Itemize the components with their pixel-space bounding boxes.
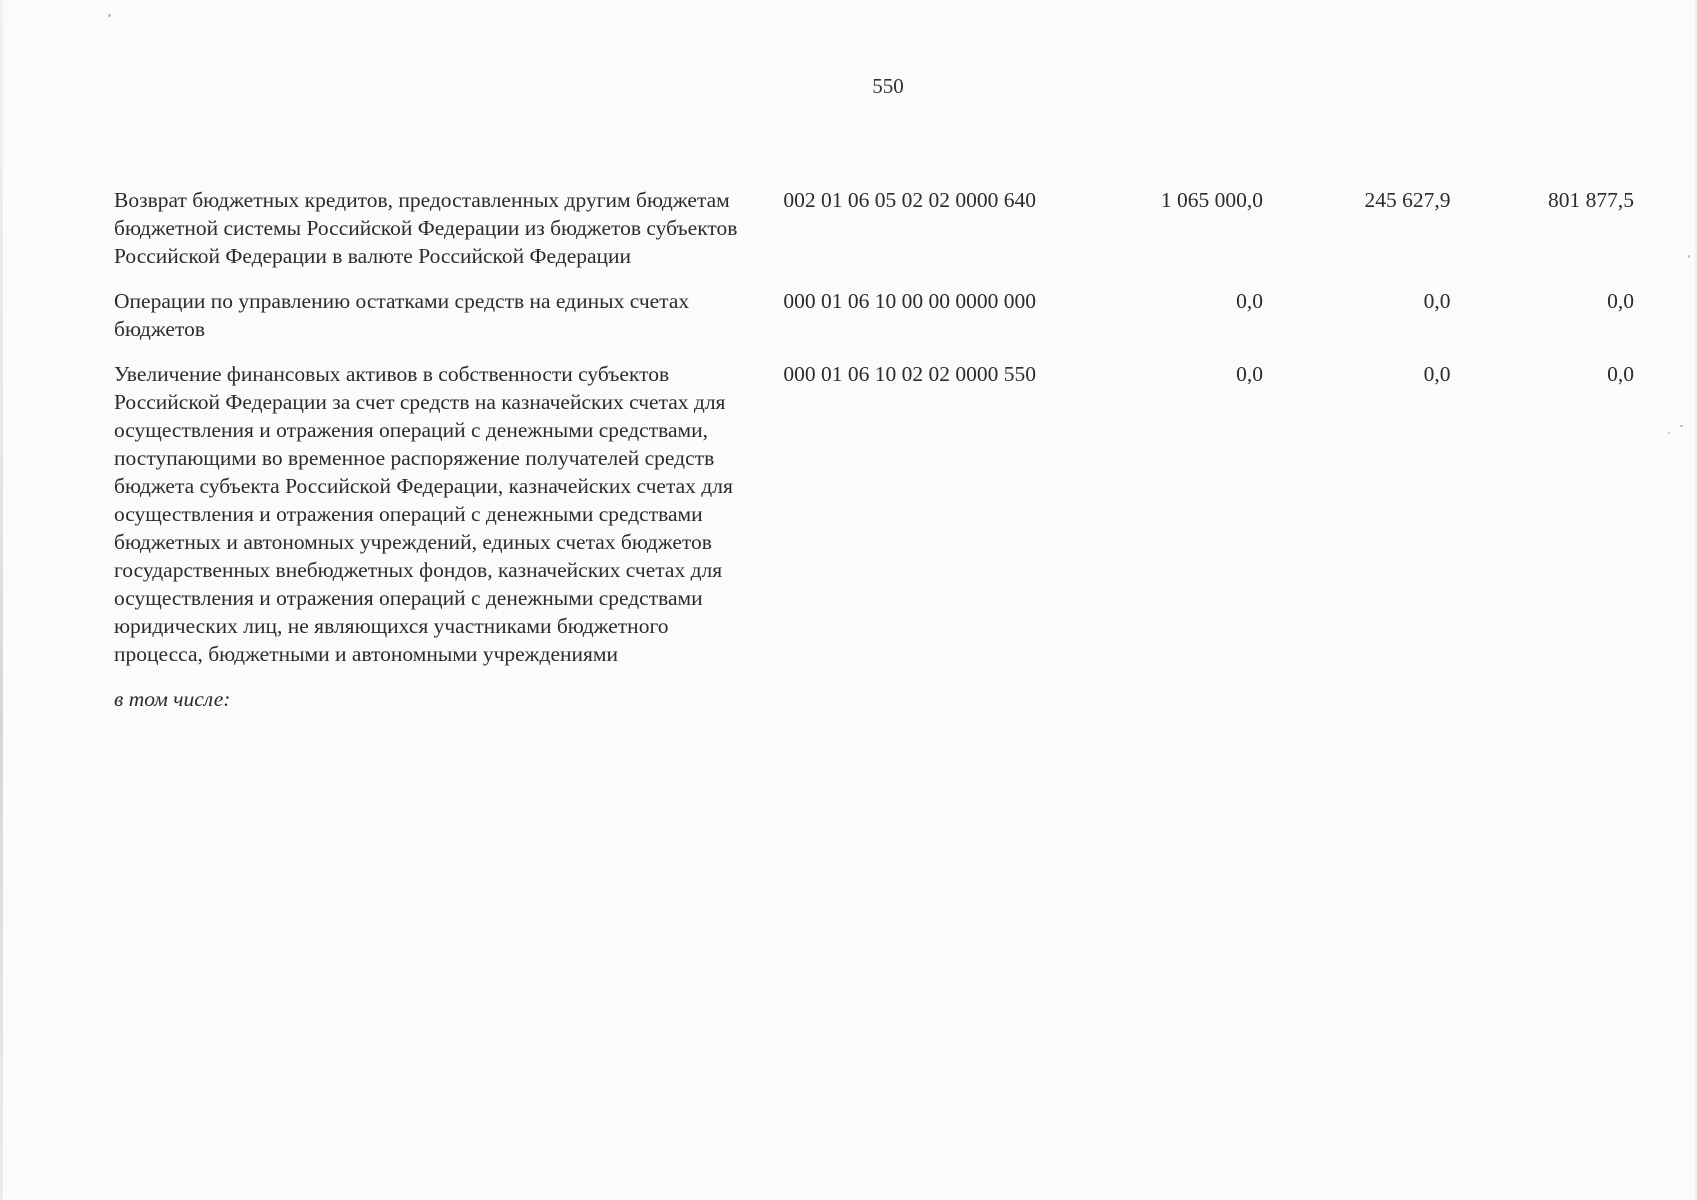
table-row	[114, 186, 1634, 270]
row-name: Возврат бюджетных кредитов, предоставленных другим бюджетам бюджетной системы Российской Федерации из бюджетов субъектов Российской Федерации в валюте Российской Федерации	[114, 188, 738, 268]
row-name: Операции по управлению остатками средств на единых счетах бюджетов	[114, 289, 690, 341]
row-code: 000 01 06 10 02 02 0000 550	[783, 362, 1037, 386]
row-value-3: 801 877,5	[1548, 188, 1635, 212]
table-row	[114, 360, 1634, 668]
table-row	[114, 287, 1634, 343]
scan-speck	[1668, 432, 1670, 434]
row-value-1: 1 065 000,0	[1160, 188, 1263, 212]
row-name: Увеличение финансовых активов в собственности субъектов Российской Федерации за счет средств на казначейских счетах для осуществления и отражения операций с денежными средствами, поступающими во временное распоряжение получателей средств бюджета субъекта Российской Федерации, казначейских счетах для осуществления и отражения операций с денежными средствами бюджетных и автономных учреждений, единых счетах бюджетов государственных внебюджетных фондов, казначейских счетах для осуществления и отражения операций с денежными средствами юридических лиц, не являющихся участниками бюджетного процесса, бюджетными и автономными учреждениями	[114, 362, 733, 666]
row-value-3: 0,0	[1607, 362, 1635, 386]
row-value-2: 245 627,9	[1364, 188, 1451, 212]
budget-table	[114, 186, 1634, 713]
row-value-2: 0,0	[1423, 289, 1451, 313]
scan-edge-left	[0, 0, 3, 1200]
scan-speck	[1680, 425, 1683, 427]
scan-speck	[108, 14, 111, 17]
row-value-1: 0,0	[1236, 289, 1263, 313]
including-note: в том числе:	[114, 687, 231, 711]
row-code: 002 01 06 05 02 02 0000 640	[783, 188, 1037, 212]
row-value-2: 0,0	[1423, 362, 1451, 386]
page-number: 550	[872, 74, 904, 98]
row-value-3: 0,0	[1607, 289, 1635, 313]
row-value-1: 0,0	[1236, 362, 1263, 386]
row-code: 000 01 06 10 00 00 0000 000	[783, 289, 1037, 313]
scan-speck	[1688, 255, 1690, 258]
